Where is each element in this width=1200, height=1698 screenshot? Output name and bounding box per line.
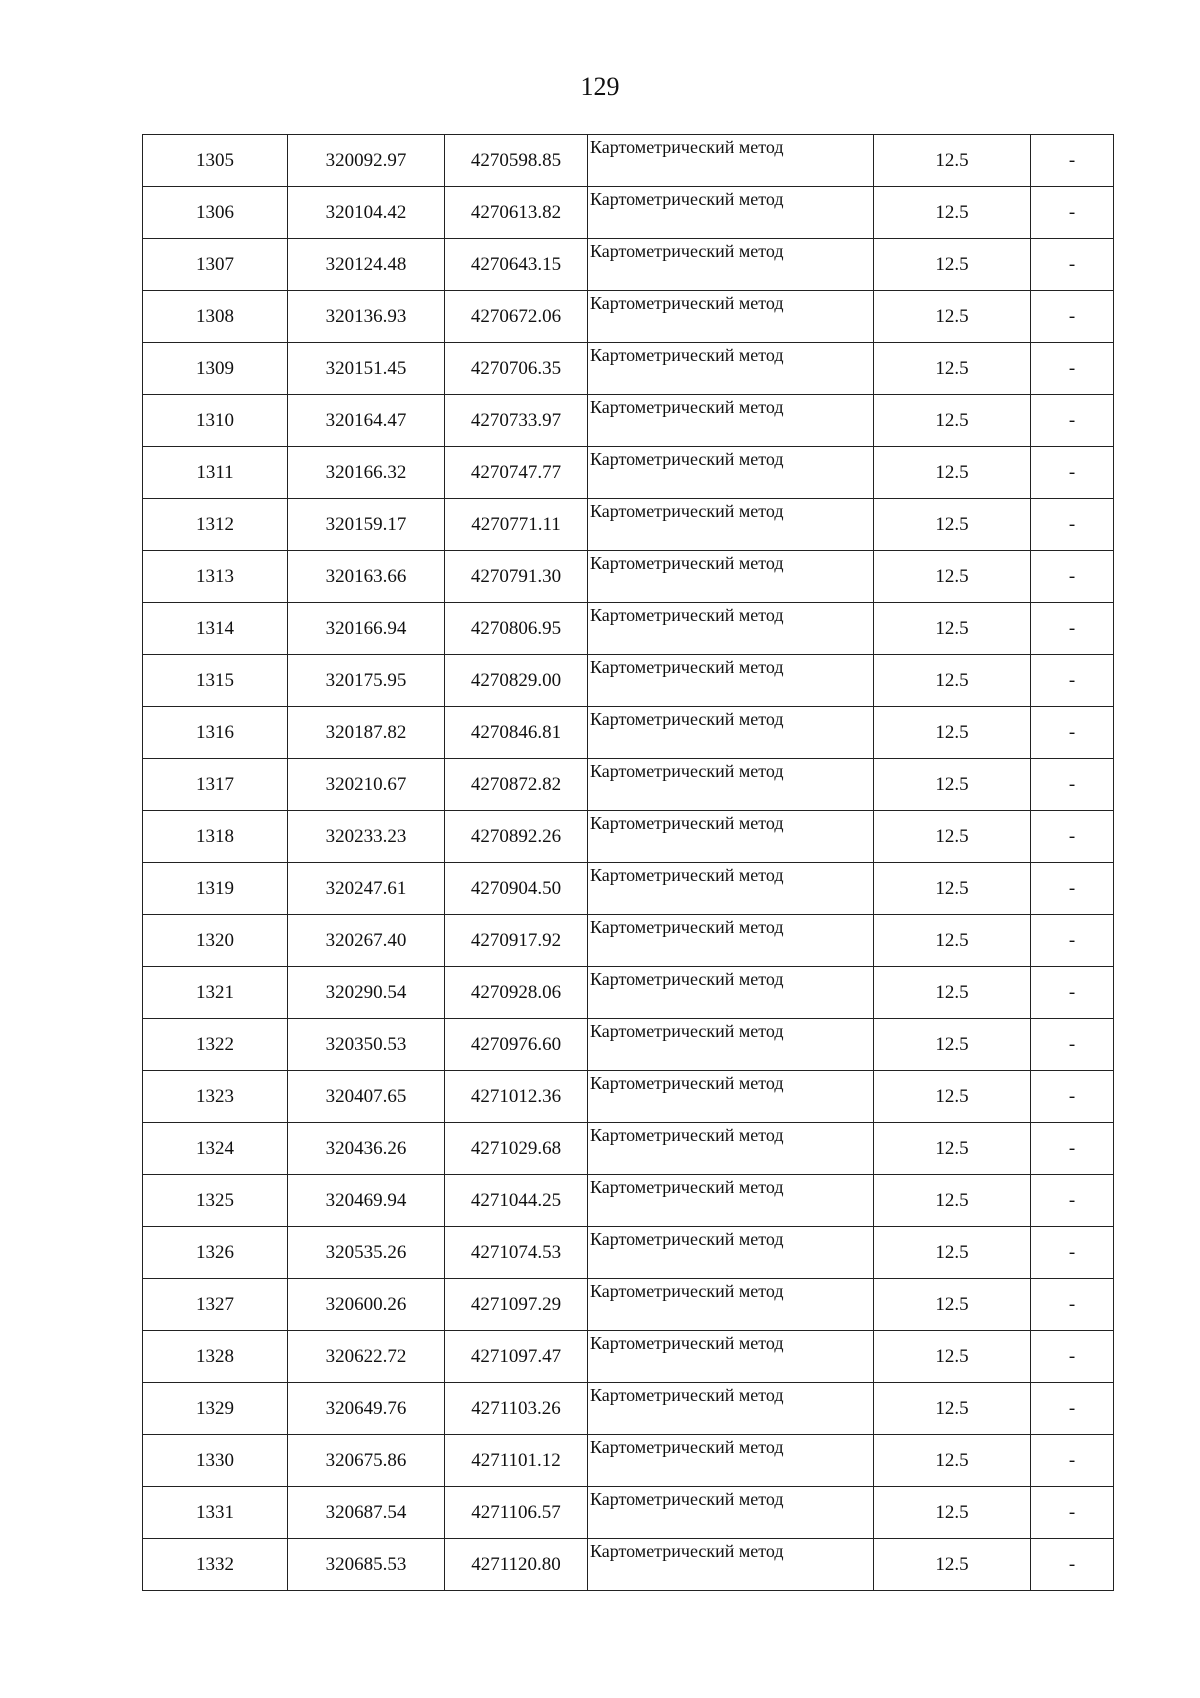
method-cell: Картометрический метод <box>588 551 874 603</box>
table-row <box>143 1435 1114 1487</box>
y-coordinate-cell: 4270806.95 <box>445 603 588 655</box>
accuracy-cell: 12.5 <box>874 811 1031 863</box>
method-cell: Картометрический метод <box>588 1123 874 1175</box>
y-coordinate-cell: 4270733.97 <box>445 395 588 447</box>
point-number-cell: 1308 <box>143 291 288 343</box>
table-row <box>143 291 1114 343</box>
y-coordinate-cell: 4270598.85 <box>445 135 588 187</box>
point-number-cell: 1327 <box>143 1279 288 1331</box>
method-cell: Картометрический метод <box>588 1539 874 1591</box>
note-cell: - <box>1031 135 1114 187</box>
method-cell: Картометрический метод <box>588 291 874 343</box>
method-cell: Картометрический метод <box>588 863 874 915</box>
point-number-cell: 1310 <box>143 395 288 447</box>
x-coordinate-cell: 320163.66 <box>288 551 445 603</box>
method-cell: Картометрический метод <box>588 499 874 551</box>
note-cell: - <box>1031 863 1114 915</box>
note-cell: - <box>1031 811 1114 863</box>
method-cell: Картометрический метод <box>588 343 874 395</box>
accuracy-cell: 12.5 <box>874 1279 1031 1331</box>
y-coordinate-cell: 4270747.77 <box>445 447 588 499</box>
y-coordinate-cell: 4271103.26 <box>445 1383 588 1435</box>
method-cell: Картометрический метод <box>588 1487 874 1539</box>
table-row <box>143 811 1114 863</box>
accuracy-cell: 12.5 <box>874 1019 1031 1071</box>
point-number-cell: 1307 <box>143 239 288 291</box>
y-coordinate-cell: 4270643.15 <box>445 239 588 291</box>
coordinates-table <box>142 134 1114 1591</box>
note-cell: - <box>1031 395 1114 447</box>
y-coordinate-cell: 4270672.06 <box>445 291 588 343</box>
x-coordinate-cell: 320136.93 <box>288 291 445 343</box>
note-cell: - <box>1031 1279 1114 1331</box>
accuracy-cell: 12.5 <box>874 1487 1031 1539</box>
x-coordinate-cell: 320166.32 <box>288 447 445 499</box>
note-cell: - <box>1031 1383 1114 1435</box>
point-number-cell: 1318 <box>143 811 288 863</box>
x-coordinate-cell: 320233.23 <box>288 811 445 863</box>
accuracy-cell: 12.5 <box>874 1123 1031 1175</box>
table-row <box>143 1539 1114 1591</box>
x-coordinate-cell: 320175.95 <box>288 655 445 707</box>
x-coordinate-cell: 320600.26 <box>288 1279 445 1331</box>
x-coordinate-cell: 320407.65 <box>288 1071 445 1123</box>
table-row <box>143 655 1114 707</box>
method-cell: Картометрический метод <box>588 135 874 187</box>
table-row <box>143 759 1114 811</box>
point-number-cell: 1312 <box>143 499 288 551</box>
accuracy-cell: 12.5 <box>874 291 1031 343</box>
y-coordinate-cell: 4270928.06 <box>445 967 588 1019</box>
y-coordinate-cell: 4270791.30 <box>445 551 588 603</box>
accuracy-cell: 12.5 <box>874 1435 1031 1487</box>
point-number-cell: 1329 <box>143 1383 288 1435</box>
y-coordinate-cell: 4270892.26 <box>445 811 588 863</box>
x-coordinate-cell: 320290.54 <box>288 967 445 1019</box>
table-row <box>143 135 1114 187</box>
accuracy-cell: 12.5 <box>874 1539 1031 1591</box>
y-coordinate-cell: 4271012.36 <box>445 1071 588 1123</box>
x-coordinate-cell: 320535.26 <box>288 1227 445 1279</box>
point-number-cell: 1309 <box>143 343 288 395</box>
point-number-cell: 1306 <box>143 187 288 239</box>
accuracy-cell: 12.5 <box>874 1071 1031 1123</box>
note-cell: - <box>1031 1019 1114 1071</box>
y-coordinate-cell: 4271106.57 <box>445 1487 588 1539</box>
table-row <box>143 967 1114 1019</box>
point-number-cell: 1314 <box>143 603 288 655</box>
point-number-cell: 1330 <box>143 1435 288 1487</box>
point-number-cell: 1326 <box>143 1227 288 1279</box>
accuracy-cell: 12.5 <box>874 1331 1031 1383</box>
method-cell: Картометрический метод <box>588 1019 874 1071</box>
accuracy-cell: 12.5 <box>874 759 1031 811</box>
accuracy-cell: 12.5 <box>874 863 1031 915</box>
method-cell: Картометрический метод <box>588 1435 874 1487</box>
point-number-cell: 1315 <box>143 655 288 707</box>
method-cell: Картометрический метод <box>588 1175 874 1227</box>
table-row <box>143 395 1114 447</box>
point-number-cell: 1321 <box>143 967 288 1019</box>
y-coordinate-cell: 4271101.12 <box>445 1435 588 1487</box>
x-coordinate-cell: 320166.94 <box>288 603 445 655</box>
method-cell: Картометрический метод <box>588 915 874 967</box>
point-number-cell: 1316 <box>143 707 288 759</box>
accuracy-cell: 12.5 <box>874 967 1031 1019</box>
x-coordinate-cell: 320187.82 <box>288 707 445 759</box>
x-coordinate-cell: 320469.94 <box>288 1175 445 1227</box>
point-number-cell: 1328 <box>143 1331 288 1383</box>
method-cell: Картометрический метод <box>588 395 874 447</box>
x-coordinate-cell: 320247.61 <box>288 863 445 915</box>
x-coordinate-cell: 320675.86 <box>288 1435 445 1487</box>
x-coordinate-cell: 320687.54 <box>288 1487 445 1539</box>
accuracy-cell: 12.5 <box>874 447 1031 499</box>
method-cell: Картометрический метод <box>588 1071 874 1123</box>
point-number-cell: 1320 <box>143 915 288 967</box>
table-row <box>143 1383 1114 1435</box>
note-cell: - <box>1031 187 1114 239</box>
note-cell: - <box>1031 603 1114 655</box>
y-coordinate-cell: 4270829.00 <box>445 655 588 707</box>
accuracy-cell: 12.5 <box>874 239 1031 291</box>
note-cell: - <box>1031 1435 1114 1487</box>
note-cell: - <box>1031 291 1114 343</box>
y-coordinate-cell: 4270613.82 <box>445 187 588 239</box>
method-cell: Картометрический метод <box>588 759 874 811</box>
accuracy-cell: 12.5 <box>874 915 1031 967</box>
method-cell: Картометрический метод <box>588 811 874 863</box>
accuracy-cell: 12.5 <box>874 187 1031 239</box>
x-coordinate-cell: 320267.40 <box>288 915 445 967</box>
note-cell: - <box>1031 1331 1114 1383</box>
method-cell: Картометрический метод <box>588 1331 874 1383</box>
page-number: 129 <box>580 72 620 101</box>
note-cell: - <box>1031 1123 1114 1175</box>
point-number-cell: 1332 <box>143 1539 288 1591</box>
point-number-cell: 1322 <box>143 1019 288 1071</box>
table-row <box>143 239 1114 291</box>
method-cell: Картометрический метод <box>588 1279 874 1331</box>
note-cell: - <box>1031 499 1114 551</box>
note-cell: - <box>1031 1487 1114 1539</box>
note-cell: - <box>1031 1227 1114 1279</box>
x-coordinate-cell: 320151.45 <box>288 343 445 395</box>
method-cell: Картометрический метод <box>588 1227 874 1279</box>
y-coordinate-cell: 4271097.47 <box>445 1331 588 1383</box>
table-row <box>143 1175 1114 1227</box>
point-number-cell: 1323 <box>143 1071 288 1123</box>
method-cell: Картометрический метод <box>588 655 874 707</box>
table-row <box>143 1071 1114 1123</box>
table-row <box>143 603 1114 655</box>
accuracy-cell: 12.5 <box>874 707 1031 759</box>
table-row <box>143 499 1114 551</box>
x-coordinate-cell: 320159.17 <box>288 499 445 551</box>
x-coordinate-cell: 320104.42 <box>288 187 445 239</box>
y-coordinate-cell: 4270904.50 <box>445 863 588 915</box>
table-row <box>143 551 1114 603</box>
x-coordinate-cell: 320124.48 <box>288 239 445 291</box>
y-coordinate-cell: 4270706.35 <box>445 343 588 395</box>
y-coordinate-cell: 4271074.53 <box>445 1227 588 1279</box>
method-cell: Картометрический метод <box>588 1383 874 1435</box>
y-coordinate-cell: 4270872.82 <box>445 759 588 811</box>
method-cell: Картометрический метод <box>588 187 874 239</box>
point-number-cell: 1324 <box>143 1123 288 1175</box>
accuracy-cell: 12.5 <box>874 395 1031 447</box>
note-cell: - <box>1031 655 1114 707</box>
accuracy-cell: 12.5 <box>874 1227 1031 1279</box>
x-coordinate-cell: 320350.53 <box>288 1019 445 1071</box>
table-row <box>143 1019 1114 1071</box>
note-cell: - <box>1031 1175 1114 1227</box>
method-cell: Картометрический метод <box>588 239 874 291</box>
table-row <box>143 707 1114 759</box>
method-cell: Картометрический метод <box>588 967 874 1019</box>
accuracy-cell: 12.5 <box>874 343 1031 395</box>
method-cell: Картометрический метод <box>588 447 874 499</box>
y-coordinate-cell: 4271029.68 <box>445 1123 588 1175</box>
note-cell: - <box>1031 967 1114 1019</box>
x-coordinate-cell: 320164.47 <box>288 395 445 447</box>
table-row <box>143 1487 1114 1539</box>
note-cell: - <box>1031 915 1114 967</box>
point-number-cell: 1305 <box>143 135 288 187</box>
coordinates-table-body <box>143 135 1114 1591</box>
table-row <box>143 863 1114 915</box>
accuracy-cell: 12.5 <box>874 499 1031 551</box>
y-coordinate-cell: 4270976.60 <box>445 1019 588 1071</box>
x-coordinate-cell: 320092.97 <box>288 135 445 187</box>
accuracy-cell: 12.5 <box>874 135 1031 187</box>
point-number-cell: 1313 <box>143 551 288 603</box>
x-coordinate-cell: 320436.26 <box>288 1123 445 1175</box>
method-cell: Картометрический метод <box>588 707 874 759</box>
note-cell: - <box>1031 707 1114 759</box>
y-coordinate-cell: 4270917.92 <box>445 915 588 967</box>
note-cell: - <box>1031 343 1114 395</box>
note-cell: - <box>1031 1071 1114 1123</box>
y-coordinate-cell: 4271097.29 <box>445 1279 588 1331</box>
accuracy-cell: 12.5 <box>874 1175 1031 1227</box>
accuracy-cell: 12.5 <box>874 551 1031 603</box>
table-row <box>143 1331 1114 1383</box>
note-cell: - <box>1031 447 1114 499</box>
point-number-cell: 1317 <box>143 759 288 811</box>
method-cell: Картометрический метод <box>588 603 874 655</box>
x-coordinate-cell: 320210.67 <box>288 759 445 811</box>
point-number-cell: 1325 <box>143 1175 288 1227</box>
table-row <box>143 1279 1114 1331</box>
y-coordinate-cell: 4271120.80 <box>445 1539 588 1591</box>
table-row <box>143 343 1114 395</box>
point-number-cell: 1311 <box>143 447 288 499</box>
y-coordinate-cell: 4270771.11 <box>445 499 588 551</box>
table-row <box>143 1227 1114 1279</box>
note-cell: - <box>1031 551 1114 603</box>
y-coordinate-cell: 4270846.81 <box>445 707 588 759</box>
point-number-cell: 1319 <box>143 863 288 915</box>
point-number-cell: 1331 <box>143 1487 288 1539</box>
x-coordinate-cell: 320649.76 <box>288 1383 445 1435</box>
accuracy-cell: 12.5 <box>874 655 1031 707</box>
table-row <box>143 187 1114 239</box>
accuracy-cell: 12.5 <box>874 603 1031 655</box>
table-row <box>143 447 1114 499</box>
note-cell: - <box>1031 1539 1114 1591</box>
table-row <box>143 1123 1114 1175</box>
x-coordinate-cell: 320685.53 <box>288 1539 445 1591</box>
y-coordinate-cell: 4271044.25 <box>445 1175 588 1227</box>
note-cell: - <box>1031 239 1114 291</box>
x-coordinate-cell: 320622.72 <box>288 1331 445 1383</box>
table-row <box>143 915 1114 967</box>
note-cell: - <box>1031 759 1114 811</box>
accuracy-cell: 12.5 <box>874 1383 1031 1435</box>
